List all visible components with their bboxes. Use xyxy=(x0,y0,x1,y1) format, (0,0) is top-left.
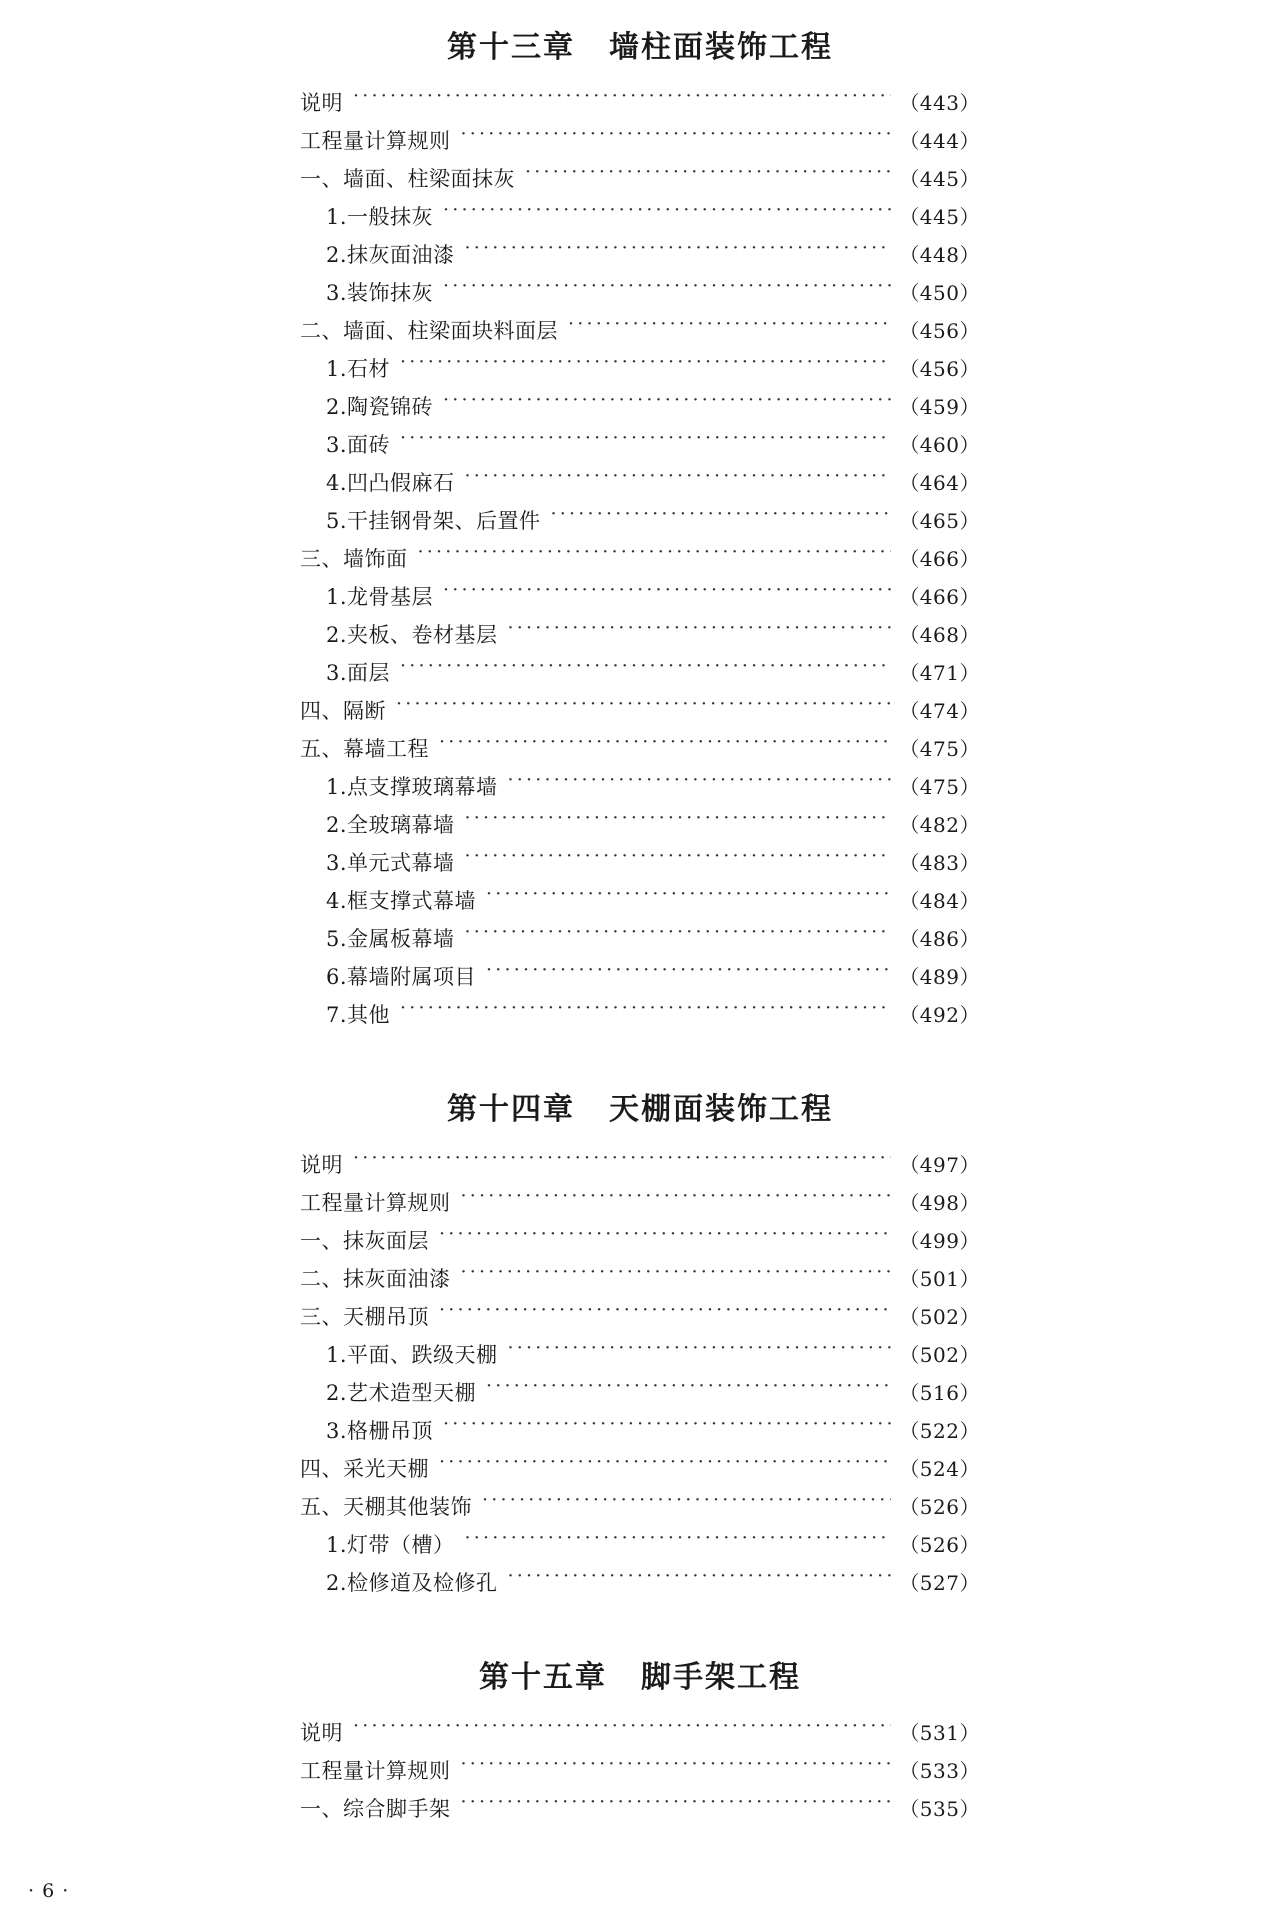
toc-leader-dots xyxy=(461,1265,892,1286)
toc-entry[interactable] xyxy=(300,690,980,728)
toc-entry-label: 工程量计算规则 xyxy=(300,1190,451,1215)
toc-entry[interactable] xyxy=(300,500,980,538)
toc-entry[interactable] xyxy=(300,842,980,880)
toc-entry[interactable] xyxy=(300,614,980,652)
toc-entry-page: （484） xyxy=(899,888,980,913)
chapter-list xyxy=(300,22,980,1826)
toc-entry-label: 一、抹灰面层 xyxy=(300,1228,429,1253)
chapter-name: 墙柱面装饰工程 xyxy=(609,30,833,65)
toc-entry-page: （456） xyxy=(899,318,980,343)
toc-entry-label: 1.灯带（槽） xyxy=(326,1532,455,1557)
toc-entry-label: 1.一般抹灰 xyxy=(326,204,434,229)
toc-leader-dots xyxy=(353,1719,891,1740)
toc-leader-dots xyxy=(400,1001,891,1022)
toc-leader-dots xyxy=(443,583,891,604)
toc-entry-page: （443） xyxy=(899,90,980,115)
toc-entry[interactable] xyxy=(300,1296,980,1334)
toc-entry[interactable] xyxy=(300,1372,980,1410)
toc-entry[interactable] xyxy=(300,424,980,462)
toc-leader-dots xyxy=(486,963,891,984)
toc-entry[interactable] xyxy=(300,728,980,766)
toc-entry-page: （522） xyxy=(899,1418,980,1443)
toc-entry-label: 2.抹灰面油漆 xyxy=(326,242,455,267)
toc-entry-page: （498） xyxy=(899,1190,980,1215)
toc-leader-dots xyxy=(400,355,891,376)
toc-entry[interactable] xyxy=(300,804,980,842)
toc-entry[interactable] xyxy=(300,1220,980,1258)
toc-entry-page: （527） xyxy=(899,1570,980,1595)
toc-entry-page: （445） xyxy=(899,204,980,229)
toc-entry-page: （482） xyxy=(899,812,980,837)
toc-entry-page: （516） xyxy=(899,1380,980,1405)
toc-entry-page: （492） xyxy=(899,1002,980,1027)
toc-entry[interactable] xyxy=(300,234,980,272)
toc-entry[interactable] xyxy=(300,576,980,614)
toc-leader-dots xyxy=(486,887,891,908)
toc-entry-label: 4.框支撑式幕墙 xyxy=(326,888,477,913)
toc-entry[interactable] xyxy=(300,1410,980,1448)
toc-entry-label: 1.平面、跌级天棚 xyxy=(326,1342,498,1367)
toc-entry[interactable] xyxy=(300,272,980,310)
toc-entry-page: （475） xyxy=(899,736,980,761)
chapter-number: 第十五章 xyxy=(479,1660,607,1695)
toc-entry[interactable] xyxy=(300,652,980,690)
toc-entry[interactable] xyxy=(300,956,980,994)
toc-entry-label: 1.龙骨基层 xyxy=(326,584,434,609)
toc-entry-label: 四、采光天棚 xyxy=(300,1456,429,1481)
toc-entry-label: 1.点支撑玻璃幕墙 xyxy=(326,774,498,799)
toc-leader-dots xyxy=(461,1795,892,1816)
toc-entry-page: （526） xyxy=(899,1532,980,1557)
toc-entry[interactable] xyxy=(300,462,980,500)
toc-leader-dots xyxy=(439,735,891,756)
toc-entry-page: （531） xyxy=(899,1720,980,1745)
toc-entry-page: （474） xyxy=(899,698,980,723)
toc-entry-page: （486） xyxy=(899,926,980,951)
toc-entry[interactable] xyxy=(300,1712,980,1750)
chapter-heading xyxy=(300,1084,980,1128)
toc-entry-page: （502） xyxy=(899,1342,980,1367)
toc-entry-page: （524） xyxy=(899,1456,980,1481)
toc-entry-label: 4.凹凸假麻石 xyxy=(326,470,455,495)
toc-entry[interactable] xyxy=(300,82,980,120)
toc-leader-dots xyxy=(443,203,891,224)
toc-entry-page: （499） xyxy=(899,1228,980,1253)
toc-entry-page: （460） xyxy=(899,432,980,457)
toc-entry-label: 2.全玻璃幕墙 xyxy=(326,812,455,837)
toc-leader-dots xyxy=(486,1379,891,1400)
toc-entry-page: （444） xyxy=(899,128,980,153)
toc-leader-dots xyxy=(439,1303,891,1324)
toc-leader-dots xyxy=(551,507,892,528)
toc-leader-dots xyxy=(353,89,891,110)
toc-entry[interactable] xyxy=(300,386,980,424)
toc-entry-page: （533） xyxy=(899,1758,980,1783)
toc-entry-label: 2.艺术造型天棚 xyxy=(326,1380,477,1405)
toc-entry[interactable] xyxy=(300,1182,980,1220)
chapter-block xyxy=(300,22,980,1032)
toc-entry-page: （501） xyxy=(899,1266,980,1291)
toc-leader-dots xyxy=(443,279,891,300)
toc-entry-label: 二、抹灰面油漆 xyxy=(300,1266,451,1291)
toc-entry-label: 说明 xyxy=(300,1152,343,1177)
chapter-block xyxy=(300,1652,980,1826)
toc-entry-page: （497） xyxy=(899,1152,980,1177)
toc-entry[interactable] xyxy=(300,1524,980,1562)
toc-entry[interactable] xyxy=(300,994,980,1032)
toc-entry-label: 5.干挂钢骨架、后置件 xyxy=(326,508,541,533)
toc-entry[interactable] xyxy=(300,1486,980,1524)
toc-entry[interactable] xyxy=(300,538,980,576)
toc-leader-dots xyxy=(508,1569,892,1590)
page-number: · 6 · xyxy=(28,1880,70,1902)
toc-leader-dots xyxy=(461,127,892,148)
toc-entry-label: 1.石材 xyxy=(326,356,391,381)
toc-leader-dots xyxy=(418,545,892,566)
chapter-heading xyxy=(300,22,980,66)
toc-entry-label: 四、隔断 xyxy=(300,698,386,723)
toc-entry-page: （466） xyxy=(899,546,980,571)
toc-entry[interactable] xyxy=(300,1448,980,1486)
toc-entry-label: 三、墙饰面 xyxy=(300,546,408,571)
toc-leader-dots xyxy=(465,811,892,832)
toc-entry-page: （464） xyxy=(899,470,980,495)
toc-entry-page: （448） xyxy=(899,242,980,267)
toc-entry-label: 5.金属板幕墙 xyxy=(326,926,455,951)
toc-entry[interactable] xyxy=(300,158,980,196)
toc-leader-dots xyxy=(482,1493,891,1514)
chapter-block xyxy=(300,1084,980,1600)
chapter-number: 第十三章 xyxy=(447,30,575,65)
toc-entry[interactable] xyxy=(300,1562,980,1600)
toc-entry[interactable] xyxy=(300,918,980,956)
toc-entry[interactable] xyxy=(300,1334,980,1372)
toc-entry-label: 6.幕墙附属项目 xyxy=(326,964,477,989)
toc-entry-label: 3.装饰抹灰 xyxy=(326,280,434,305)
toc-entry-page: （483） xyxy=(899,850,980,875)
toc-entry-page: （450） xyxy=(899,280,980,305)
chapter-heading xyxy=(300,1652,980,1696)
toc-entry-label: 五、天棚其他装饰 xyxy=(300,1494,472,1519)
toc-entry-page: （475） xyxy=(899,774,980,799)
chapter-name: 脚手架工程 xyxy=(641,1660,801,1695)
toc-leader-dots xyxy=(465,241,892,262)
toc-entry[interactable] xyxy=(300,1258,980,1296)
toc-entry-label: 工程量计算规则 xyxy=(300,128,451,153)
toc-entry[interactable] xyxy=(300,120,980,158)
toc-entry[interactable] xyxy=(300,196,980,234)
toc-leader-dots xyxy=(508,773,892,794)
toc-entry-page: （465） xyxy=(899,508,980,533)
toc-leader-dots xyxy=(465,925,892,946)
toc-leader-dots xyxy=(400,659,891,680)
toc-leader-dots xyxy=(465,1531,892,1552)
toc-entry-label: 3.面砖 xyxy=(326,432,391,457)
toc-leader-dots xyxy=(465,469,892,490)
toc-entry[interactable] xyxy=(300,310,980,348)
toc-entry[interactable] xyxy=(300,1144,980,1182)
toc-leader-dots xyxy=(461,1189,892,1210)
toc-leader-dots xyxy=(525,165,891,186)
toc-entry-page: （502） xyxy=(899,1304,980,1329)
chapter-name: 天棚面装饰工程 xyxy=(609,1092,833,1127)
toc-entry-label: 五、幕墙工程 xyxy=(300,736,429,761)
toc-entry-label: 说明 xyxy=(300,1720,343,1745)
toc-entry[interactable] xyxy=(300,880,980,918)
toc-leader-dots xyxy=(443,1417,891,1438)
toc-entry-label: 2.陶瓷锦砖 xyxy=(326,394,434,419)
toc-entry-page: （456） xyxy=(899,356,980,381)
toc-entry-page: （526） xyxy=(899,1494,980,1519)
toc-leader-dots xyxy=(508,1341,892,1362)
toc-entry[interactable] xyxy=(300,348,980,386)
toc-entry-page: （471） xyxy=(899,660,980,685)
chapter-number: 第十四章 xyxy=(447,1092,575,1127)
toc-entry-label: 一、墙面、柱梁面抹灰 xyxy=(300,166,515,191)
toc-entry-page: （459） xyxy=(899,394,980,419)
toc-entry[interactable] xyxy=(300,1788,980,1826)
toc-entry-label: 一、综合脚手架 xyxy=(300,1796,451,1821)
toc-leader-dots xyxy=(465,849,892,870)
toc-leader-dots xyxy=(443,393,891,414)
toc-leader-dots xyxy=(461,1757,892,1778)
toc-entry-page: （466） xyxy=(899,584,980,609)
toc-entry-page: （489） xyxy=(899,964,980,989)
toc-leader-dots xyxy=(439,1455,891,1476)
toc-leader-dots xyxy=(353,1151,891,1172)
toc-leader-dots xyxy=(439,1227,891,1248)
toc-entry-page: （445） xyxy=(899,166,980,191)
toc-entry-label: 2.夹板、卷材基层 xyxy=(326,622,498,647)
toc-entry-label: 3.格栅吊顶 xyxy=(326,1418,434,1443)
toc-entry-label: 2.检修道及检修孔 xyxy=(326,1570,498,1595)
toc-entry-label: 7.其他 xyxy=(326,1002,391,1027)
toc-entry-label: 二、墙面、柱梁面块料面层 xyxy=(300,318,558,343)
toc-entry-page: （535） xyxy=(899,1796,980,1821)
toc-entry[interactable] xyxy=(300,1750,980,1788)
toc-entry[interactable] xyxy=(300,766,980,804)
toc-leader-dots xyxy=(508,621,892,642)
toc-entry-page: （468） xyxy=(899,622,980,647)
toc-leader-dots xyxy=(568,317,891,338)
toc-entry-label: 三、天棚吊顶 xyxy=(300,1304,429,1329)
toc-leader-dots xyxy=(400,431,891,452)
toc-entry-label: 说明 xyxy=(300,90,343,115)
toc-entry-label: 工程量计算规则 xyxy=(300,1758,451,1783)
toc-entry-label: 3.面层 xyxy=(326,660,391,685)
toc-entry-label: 3.单元式幕墙 xyxy=(326,850,455,875)
toc-leader-dots xyxy=(396,697,891,718)
